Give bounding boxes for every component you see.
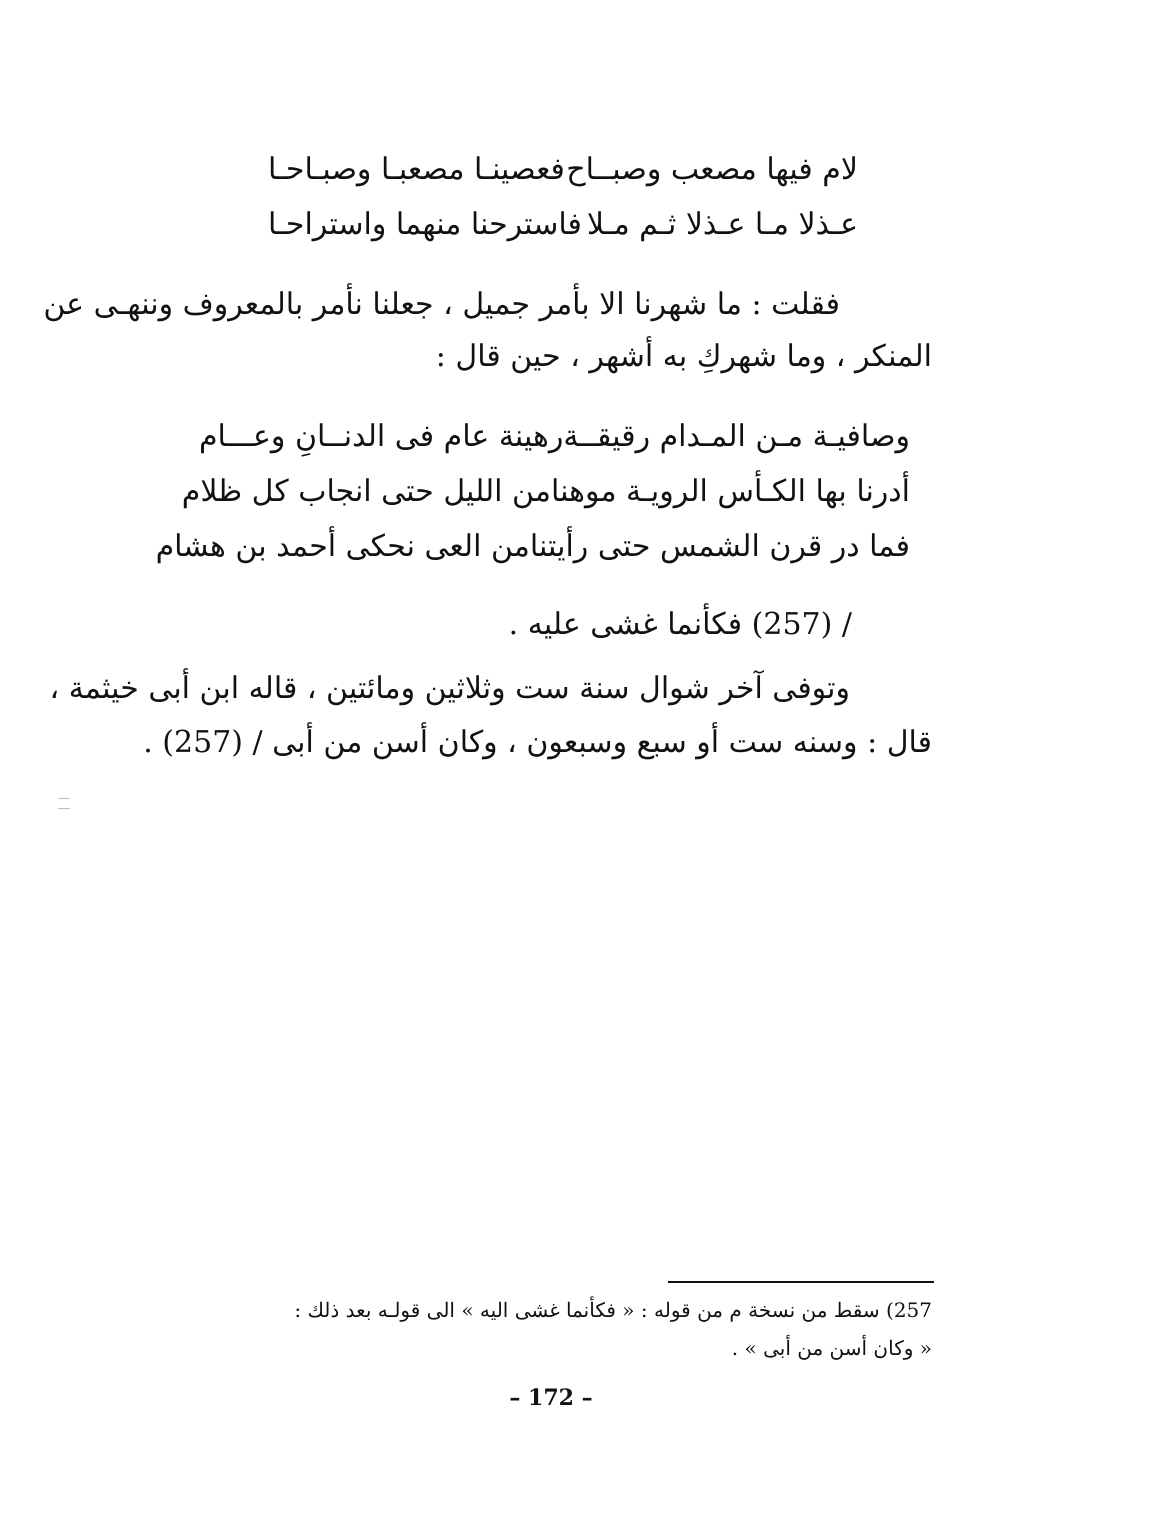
footnote-line: 257) سقط من نسخة م من قوله : « فكأنما غشى اليه » الى قولـه بعد ذلك : xyxy=(294,1298,932,1322)
page-number: – 172 – xyxy=(509,1385,593,1411)
verse-line xyxy=(268,200,858,250)
verse-second-hemistich: فاسترحنا منهما واستراحـا xyxy=(268,207,582,242)
prose-line: المنكر ، وما شهركِ به أشهر ، حين قال : xyxy=(435,339,932,374)
prose-line: قال : وسنه ست أو سبع وسبعون ، وكان أسن من أبى / (257) . xyxy=(143,725,932,760)
verse-second-hemistich: من العى نحكى أحمد بن هشام xyxy=(155,529,530,564)
verse-second-hemistich: رهينة عام فى الدنــانِ وعـــام xyxy=(198,419,564,454)
verse-second-hemistich: فعصينـا مصعبـا وصبـاحـا xyxy=(268,152,565,187)
margin-mark xyxy=(58,808,70,809)
footnote-line: « وكان أسن من أبى » . xyxy=(731,1336,932,1360)
verse-first-hemistich: وصافيـة مـن المـدام رقيقــة xyxy=(563,419,910,454)
verse-first-hemistich: عـذلا مـا عـذلا ثـم مـلا xyxy=(586,207,858,242)
verse-first-hemistich: لام فيها مصعب وصبــاح xyxy=(566,152,858,187)
prose-line: فقلت : ما شهرنا الا بأمر جميل ، جعلنا نأمر بالمعروف وننهـى عن xyxy=(43,287,840,322)
verse-closing-fragment: / (257) فكأنما غشى عليه . xyxy=(508,607,852,642)
verse-first-hemistich: أدرنا بها الكـأس الرويـة موهنا xyxy=(550,474,910,509)
verse-second-hemistich: من الليل حتى انجاب كل ظلام xyxy=(181,474,551,509)
verse-line xyxy=(181,467,910,517)
footnote-divider xyxy=(668,1281,934,1283)
verse-line xyxy=(198,412,910,462)
verse-line xyxy=(268,145,858,195)
verse-first-hemistich: فما در قرن الشمس حتى رأيتنا xyxy=(529,529,910,564)
verse-line xyxy=(155,522,910,572)
margin-mark xyxy=(58,798,70,799)
prose-line: وتوفى آخر شوال سنة ست وثلاثين ومائتين ، قاله ابن أبى خيثمة ، xyxy=(49,671,850,706)
